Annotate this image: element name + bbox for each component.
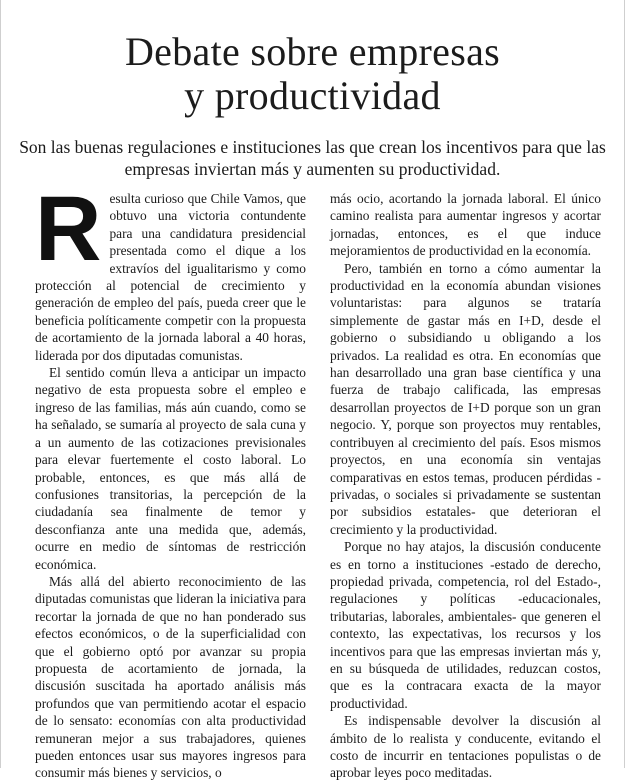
subtitle: Son las buenas regulaciones e instituciones las que crean los incentivos para que las empresas inviertan más y aumenten su productividad.	[19, 137, 606, 179]
headline-line-1: Debate sobre empresas	[124, 29, 501, 74]
headline-line-2: y productividad	[184, 73, 441, 118]
paragraph: más ocio, acortando la jornada laboral. El único camino realista para aumentar ingresos y acortar jornadas, entonces, es el que induce mejoramientos de productividad en la economía.	[330, 191, 601, 259]
paragraph: Más allá del abierto reconocimiento de las diputadas comunistas que lideran la iniciativa para recortar la jornada de que no han ponderado sus efectos económicos, o de la superficialidad con que el gobierno optó por avanzar su propia propuesta de acortamiento de jornada, la discusión suscitada ha aportado análisis más profundos que van permitiendo acotar el espacio de lo sensato: economías con alta productividad remuneran mejor a sus trabajadores, quienes pueden entonces usar sus mayores ingresos para consumir más bienes y servicios, o	[35, 573, 306, 781]
article-column-1	[35, 178, 306, 782]
paragraph: El sentido común lleva a anticipar un impacto negativo de esta propuesta sobre el empleo e ingreso de las familias, más aún cuando, como se ha señalado, se sumaría al proyecto de sala cuna y a un aumento de las cotizaciones previsionales para elevar fuertemente el costo laboral. Lo probable, entonces, es que más allá de confusiones transitorias, la percepción de la ciudadanía sea finalmente de temor y desconfianza ante una medida que, además, ocurre en medio de síntomas de restricción económica.	[35, 365, 306, 572]
article-body	[35, 178, 601, 782]
paragraph: Porque no hay atajos, la discusión conducente es en torno a instituciones -estado de derecho, propiedad privada, competencia, rol del Estado-, regulaciones y políticas -educacionales, tributarias, laborales, ambientales- que generen el contexto, las expectativas, los recursos y los incentivos para que las empresas inviertan más y, en su búsqueda de utilidades, reduzcan costos, que es la contracara exacta de la mayor productividad.	[330, 539, 601, 711]
headline	[1, 0, 624, 118]
article-column-2	[330, 190, 601, 782]
paragraph: Es indispensable devolver la discusión al ámbito de lo realista y conducente, evitando el costo de incurrir en tentaciones populistas o de aprobar leyes poco meditadas.	[330, 713, 601, 781]
drop-cap: R	[35, 178, 102, 280]
paragraph: esulta curioso que Chile Vamos, que obtuvo una victoria contundente para una candidatura presidencial presentada como el dique a los extravíos del igualitarismo y como protección al potencial de crecimiento y generación de empleo del país, pueda creer que le beneficia políticamente competir con la propuesta de acortamiento de la jornada laboral a 40 horas, liderada por dos diputadas comunistas.	[35, 191, 306, 363]
paragraph: Pero, también en torno a cómo aumentar la productividad en la economía abundan visiones voluntaristas: para algunos se trataría simplemente de gastar más en I+D, desde el gobierno o subsidiando u obligando a los privados. La realidad es otra. En economías que han desarrollado una gran base científica y una fuerza de trabajo calificada, las empresas desarrollan proyectos de I+D porque son un gran negocio. Y, porque son proyectos muy rentables, contribuyen al crecimiento del país. Esos mismos proyectos, en una economía sin ventajas comparativas en estos temas, producen pérdidas -privadas, o sociales si privadamente se sustentan por subsidios estatales- que deterioran el crecimiento y la productividad.	[330, 260, 601, 537]
